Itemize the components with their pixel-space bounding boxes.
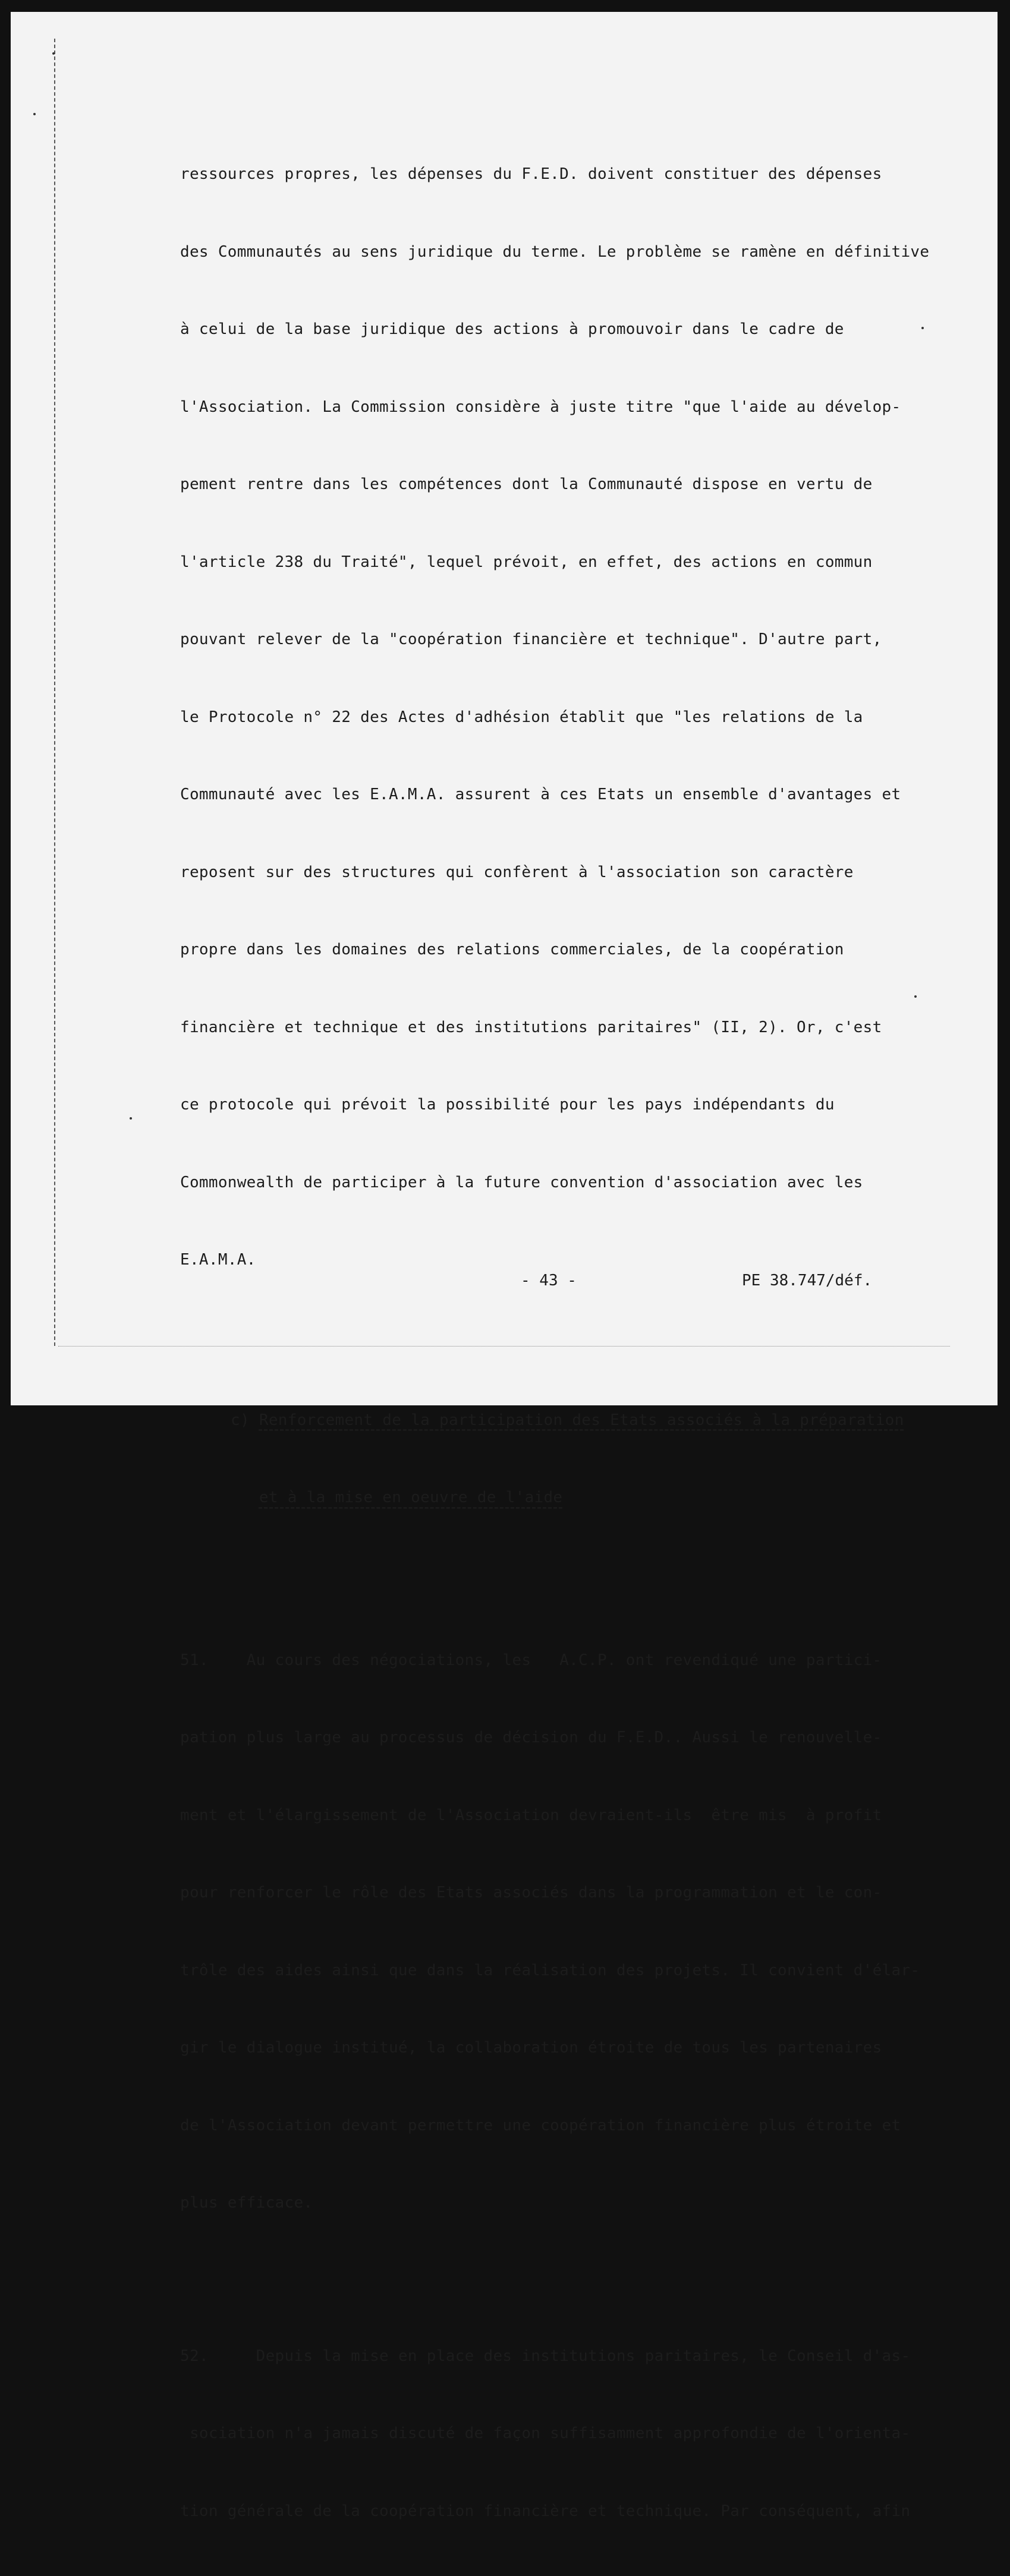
text-line: Commonwealth de participer à la future convention d'association avec les [180,1170,929,1196]
text-line: E.A.M.A. [180,1247,929,1273]
text-line: gir le dialogue institué, la collaboration étroite de tous les partenaires [180,2035,929,2061]
margin-rule [54,39,55,1346]
text-line: pation plus large au processus de décision du F.E.D.. Aussi le renouvelle- [180,1725,929,1751]
heading-line [180,1408,929,1434]
text-line: pour renforcer le rôle des Etats associés dans la programmation et le con- [180,1880,929,1906]
heading-title-line-1: Renforcement de la participation des Etats associés à la préparation [259,1411,904,1429]
scan-speck [52,52,55,55]
text-line: financière et technique et des institutions paritaires" (II, 2). Or, c'est [180,1015,929,1041]
scan-speck [130,1117,132,1120]
text-line: pouvant relever de la "coopération financière et technique". D'autre part, [180,627,929,653]
text-line: l'article 238 du Traité", lequel prévoit, en effet, des actions en commun [180,550,929,576]
text-line: ment et l'élargissement de l'Association devraient-ils être mis à profit [180,1803,929,1829]
text-line: propre dans les domaines des relations commerciales, de la coopération [180,937,929,963]
text-line: le Protocole n° 22 des Actes d'adhésion établit que "les relations de la [180,705,929,731]
text-line: trôle des aides ainsi que dans la réalisation des projets. Il convient d'élar- [180,1958,929,1984]
text-line: à celui de la base juridique des actions à promouvoir dans le cadre de [180,317,929,343]
text-line: 52. Depuis la mise en place des institutions paritaires, le Conseil d'as- [180,2344,929,2370]
document-body [180,110,929,2576]
page-number: - 43 - [521,1272,577,1289]
text-line: pement rentre dans les compétences dont la Communauté dispose en vertu de [180,472,929,498]
scan-speck [33,113,36,115]
paragraph-52 [180,2292,929,2576]
text-line: sociation n'a jamais discuté de façon suffisamment approfondie de l'orienta- [180,2421,929,2447]
document-reference: PE 38.747/déf. [742,1272,872,1289]
text-line: l'Association. La Commission considère à juste titre "que l'aide au dévelop- [180,395,929,421]
paragraph-51 [180,1596,929,2268]
text-line: des Communautés au sens juridique du terme. Le problème se ramène en définitive [180,239,929,266]
text-line: plus efficace. [180,2190,929,2216]
text-line: 51. Au cours des négociations, les A.C.P. ont revendiqué une partici- [180,1648,929,1674]
paragraph-gap [180,2268,929,2292]
section-heading [180,1356,929,1563]
text-line: ce protocole qui prévoit la possibilité pour les pays indépendants du [180,1092,929,1118]
text-line: Communauté avec les E.A.M.A. assurent à ces Etats un ensemble d'avantages et [180,782,929,808]
heading-title-line-2: et à la mise en oeuvre de l'aide [259,1489,563,1506]
text-line: de l'Association devant permettre une coopération financière plus étroite et [180,2113,929,2139]
document-page [11,12,998,1405]
heading-line [180,1485,929,1511]
text-line: reposent sur des structures qui confèrent à l'association son caractère [180,860,929,886]
heading-marker: c) [231,1411,250,1429]
paragraph-intro [180,110,929,1325]
text-line: ressources propres, les dépenses du F.E.D. doivent constituer des dépenses [180,162,929,188]
text-line: tion générale de la coopération financière et technique. Par conséquent, afin [180,2499,929,2525]
